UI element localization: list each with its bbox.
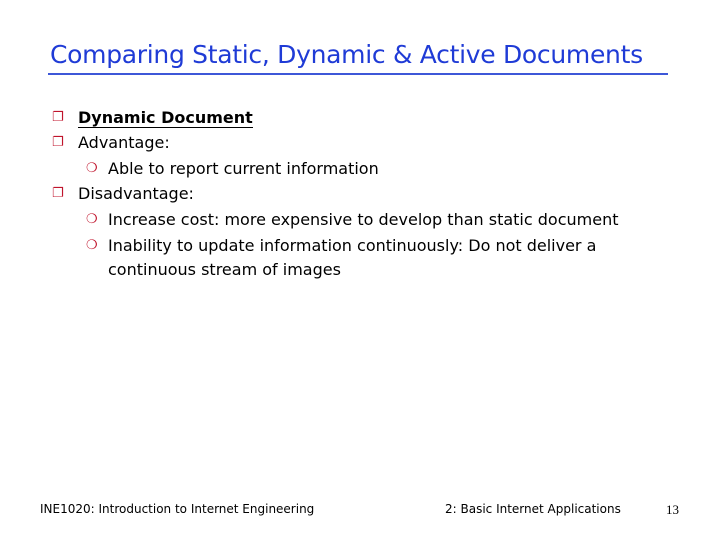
sub-bullet: Increase cost: more expensive to develop than static document: [108, 210, 619, 229]
bullet-disadvantage: Disadvantage:: [78, 184, 194, 203]
square-bullet-icon: ❐: [52, 110, 64, 125]
circle-bullet-icon: ❍: [86, 161, 98, 176]
circle-bullet-icon: ❍: [86, 212, 98, 227]
slide-title: Comparing Static, Dynamic & Active Documents: [50, 40, 643, 69]
bullet-heading: Dynamic Document: [78, 108, 253, 127]
title-divider: [48, 73, 668, 75]
footer-course: INE1020: Introduction to Internet Engineering: [40, 502, 315, 516]
square-bullet-icon: ❐: [52, 135, 64, 150]
square-bullet-icon: ❐: [52, 186, 64, 201]
footer-chapter: 2: Basic Internet Applications: [445, 502, 621, 516]
circle-bullet-icon: ❍: [86, 238, 98, 253]
sub-bullet: Able to report current information: [108, 159, 379, 178]
page-number: 13: [666, 502, 679, 517]
sub-bullet: Inability to update information continuously: Do not deliver a continuous stream of images: [108, 236, 597, 279]
bullet-advantage: Advantage:: [78, 133, 170, 152]
